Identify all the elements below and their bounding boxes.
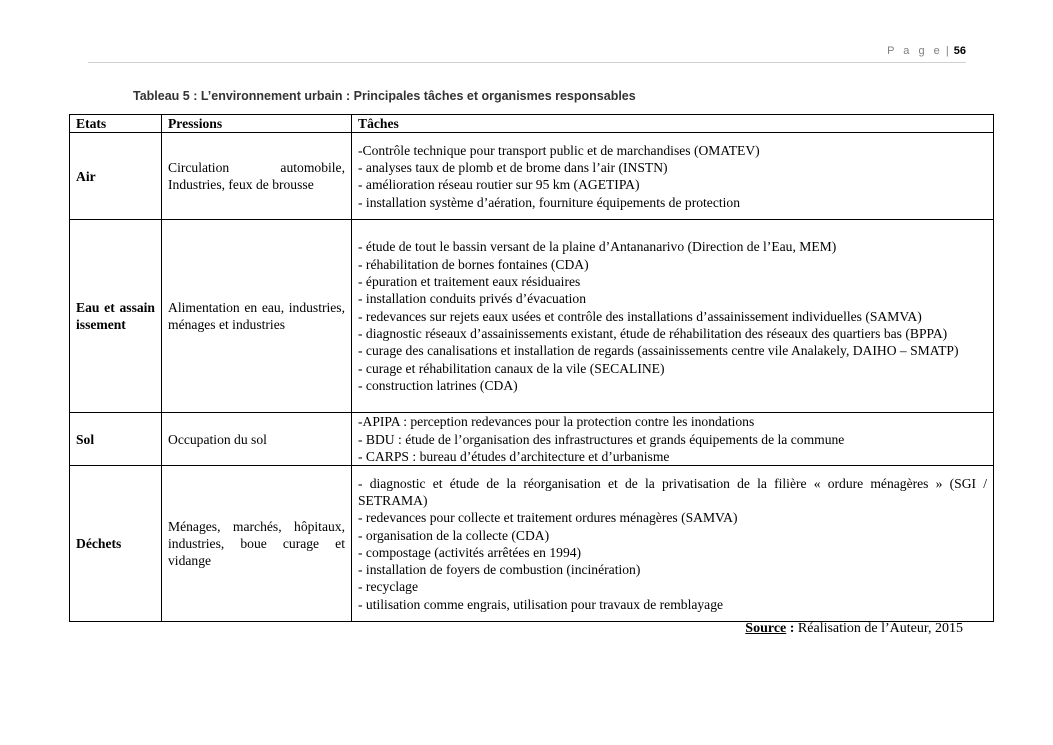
page-number-value: 56 (953, 45, 966, 57)
taches-cell (352, 466, 994, 622)
taches-cell (352, 220, 994, 413)
task-item: - installation de foyers de combustion (incinération) (358, 562, 641, 578)
source-text: Réalisation de l’Auteur, 2015 (794, 621, 963, 636)
environment-table (69, 114, 994, 622)
task-item: - redevances sur rejets eaux usées et contrôle des installations d’assainissement individuelles (SAMVA) (358, 308, 922, 324)
task-item: - analyses taux de plomb et de brome dans l’air (INSTN) (358, 160, 668, 175)
task-item: - installation système d’aération, fourniture équipements de protection (358, 194, 741, 210)
table-header-row (70, 115, 994, 133)
task-item: - organisation de la collecte (CDA) (358, 527, 550, 543)
task-item: - installation conduits privés d’évacuation (358, 291, 587, 307)
task-item: - amélioration réseau routier sur 95 km (AGETIPA) (358, 177, 640, 193)
task-item: - construction latrines (CDA) (358, 377, 518, 393)
task-item: - réhabilitation de bornes fontaines (CDA) (358, 256, 589, 272)
taches-cell (352, 133, 994, 220)
header-etats: Etats (70, 115, 162, 133)
pressions-cell: Ménages, marchés, hôpitaux, industries, boue curage et vidange (162, 466, 352, 622)
header-taches: Tâches (352, 115, 994, 133)
task-item: -APIPA : perception redevances pour la protection contre les inondations (358, 414, 755, 430)
task-item: - épuration et traitement eaux résiduaires (358, 274, 581, 290)
page-separator: | (945, 45, 949, 57)
pressions-cell: Alimentation en eau, industries, ménages et industries (162, 220, 352, 413)
task-item: - BDU : étude de l’organisation des infrastructures et grands équipements de la commune (358, 431, 845, 447)
etat-cell: Air (70, 133, 162, 220)
etat-cell: Sol (70, 413, 162, 466)
task-item: - utilisation comme engrais, utilisation pour travaux de remblayage (358, 596, 724, 612)
task-item: - diagnostic et étude de la réorganisation et de la privatisation de la filière « ordure ménagères » (SGI / SETRAMA) (358, 475, 987, 508)
table-row-eau (70, 220, 994, 413)
source-note (745, 621, 963, 637)
task-item: - étude de tout le bassin versant de la plaine d’Antananarivo (Direction de l’Eau, MEM) (358, 239, 837, 255)
header-pressions: Pressions (162, 115, 352, 133)
task-item: - recyclage (358, 579, 418, 595)
table-row-dechets (70, 466, 994, 622)
pressions-cell: Occupation du sol (162, 413, 352, 466)
table-caption: Tableau 5 : L’environnement urbain : Principales tâches et organismes responsables (133, 89, 636, 103)
source-label: Source (745, 621, 787, 636)
task-item: - CARPS : bureau d’études d’architecture et d’urbanisme (358, 448, 670, 464)
etat-cell: Eau et assainissement (70, 220, 162, 413)
pressions-cell: Circulation automobile, Industries, feux de brousse (162, 133, 352, 220)
taches-cell (352, 413, 994, 466)
task-item: - curage des canalisations et installation de regards (assainissements centre vile Analakely, DAIHO – SMATP) (358, 343, 959, 359)
table-row-sol (70, 413, 994, 466)
etat-cell: Déchets (70, 466, 162, 622)
task-item: - diagnostic réseaux d’assainissements existant, étude de réhabilitation des réseaux des quartiers bas (BPPA) (358, 325, 948, 341)
task-item: - curage et réhabilitation canaux de la vile (SECALINE) (358, 360, 665, 376)
table-row-air (70, 133, 994, 220)
page-number (887, 45, 966, 57)
task-item: - redevances pour collecte et traitement ordures ménagères (SAMVA) (358, 510, 738, 526)
page-label: P a g e (887, 45, 943, 57)
page-header (88, 42, 966, 63)
source-colon: : (786, 621, 795, 636)
task-item: - compostage (activités arrêtées en 1994) (358, 544, 582, 560)
task-item: -Contrôle technique pour transport public et de marchandises (OMATEV) (358, 142, 760, 158)
